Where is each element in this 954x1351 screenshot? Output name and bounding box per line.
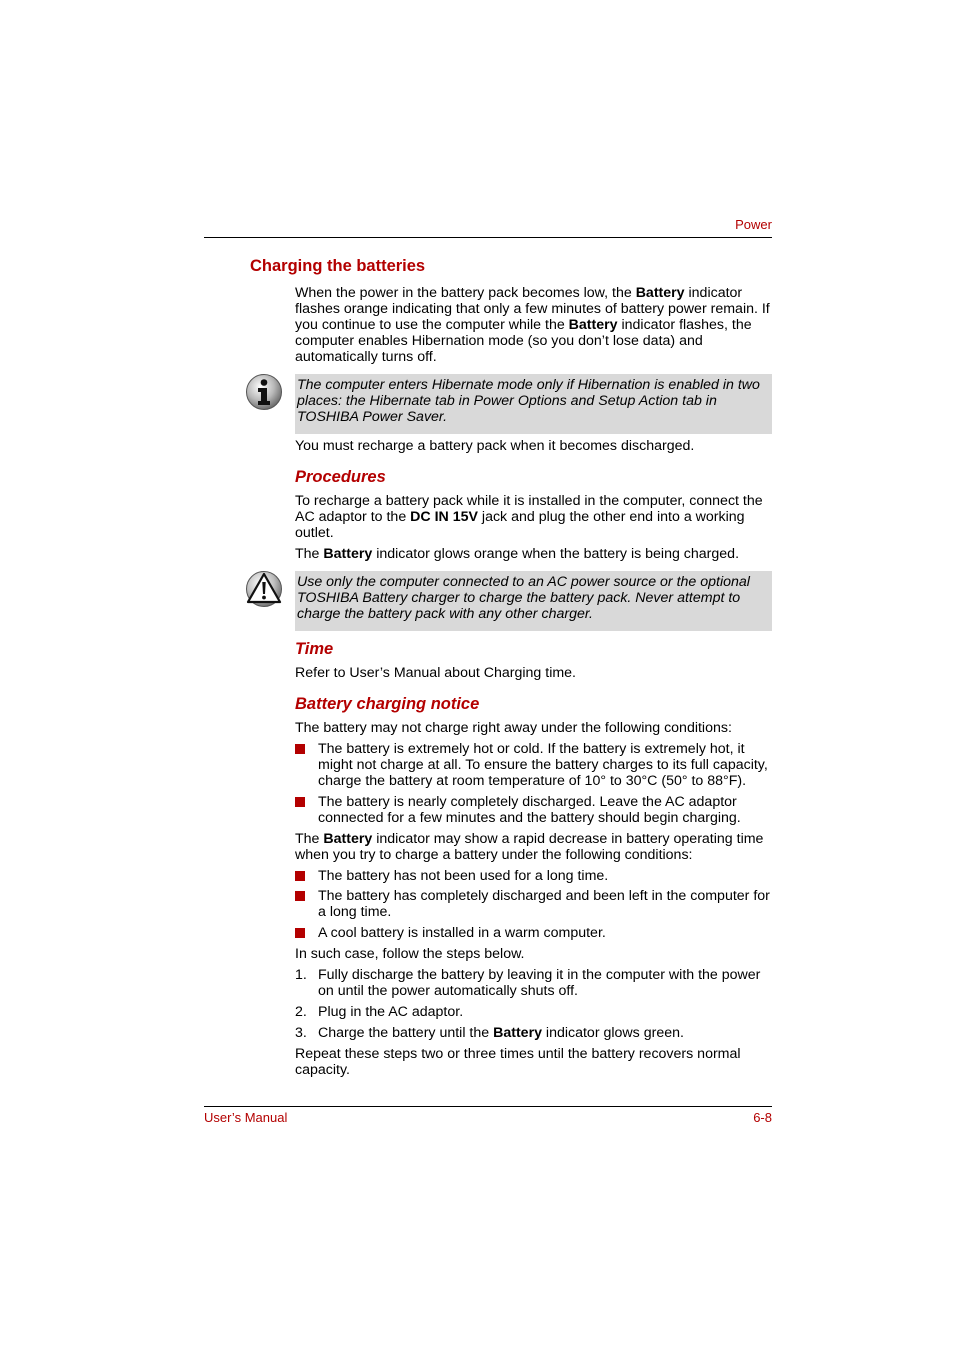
notice-text: The <box>295 831 324 847</box>
warning-note: Use only the computer connected to an AC power source or the optional TOSHIBA Battery charger to charge the battery pack. Never attempt to charge the battery pack with any other charger. <box>295 571 772 631</box>
intro-bold: Battery <box>568 317 618 333</box>
procedures-text: jack and plug the other end into a working outlet. <box>295 509 745 541</box>
procedures-text: indicator glows orange when the battery is being charged. <box>372 546 740 562</box>
header-rule <box>204 237 772 238</box>
notice-bold: Battery <box>323 831 373 847</box>
bullet-square <box>295 744 305 754</box>
intro-bold: Battery <box>635 285 685 301</box>
closing-paragraph: Repeat these steps two or three times until the battery recovers normal capacity. <box>295 1046 741 1078</box>
footer-left: User’s Manual <box>204 1110 288 1125</box>
procedures-text: To recharge a battery pack while it is installed in the computer, connect the AC adaptor to the <box>295 493 763 525</box>
steps-intro: In such case, follow the steps below. <box>295 946 525 962</box>
step-bold: Battery <box>493 1025 542 1041</box>
notice-text: indicator may show a rapid decrease in battery operating time when you try to charge a battery under the following conditions: <box>295 831 764 863</box>
step-number: 2. <box>295 1004 307 1020</box>
intro-text: When the power in the battery pack becomes low, the <box>295 285 636 301</box>
info-icon <box>245 373 283 411</box>
list-item-text: The battery is nearly completely discharged. Leave the AC adaptor connected for a few minutes and the battery should begin charging. <box>318 794 741 826</box>
step-text <box>318 1025 773 1041</box>
intro-text: indicator flashes, the computer enables Hibernation mode (so you don’t lose data) and automatically turns off. <box>295 317 752 365</box>
warning-icon <box>245 570 283 608</box>
list-item-text: A cool battery is installed in a warm computer. <box>318 925 606 941</box>
time-heading: Time <box>295 640 334 658</box>
recharge-text: You must recharge a battery pack when it becomes discharged. <box>295 438 695 454</box>
footer-rule <box>204 1106 772 1107</box>
procedures-paragraph <box>295 493 773 541</box>
procedures-bold: DC IN 15V <box>410 509 478 525</box>
bullet-square <box>295 871 305 881</box>
notice-intro: The battery may not charge right away under the following conditions: <box>295 720 732 736</box>
intro-text: indicator flashes orange indicating that only a few minutes of battery power remain. If you continue to use the computer while the <box>295 285 770 333</box>
info-note: The computer enters Hibernate mode only if Hibernation is enabled in two places: the Hibernate tab in Power Options and Setup Action tab in TOSHIBA Power Saver. <box>295 374 772 434</box>
list-item-text: The battery has completely discharged and been left in the computer for a long time. <box>318 888 770 920</box>
procedures-bold: Battery <box>323 546 373 562</box>
notice-heading: Battery charging notice <box>295 695 480 713</box>
step-number: 1. <box>295 967 307 983</box>
list-item-text: The battery has not been used for a long time. <box>318 868 609 884</box>
page-number: 6-8 <box>753 1110 772 1125</box>
intro-paragraph <box>295 285 773 365</box>
procedures-paragraph-2 <box>295 546 773 562</box>
time-text: Refer to User’s Manual about Charging time. <box>295 665 576 681</box>
step-text-part: Charge the battery until the <box>318 1025 494 1041</box>
bullet-square <box>295 797 305 807</box>
step-text: Plug in the AC adaptor. <box>318 1004 464 1020</box>
procedures-heading: Procedures <box>295 468 386 486</box>
list-item-text: The battery is extremely hot or cold. If the battery is extremely hot, it might not charge at all. To ensure the battery charges to its full capacity, charge the battery at room temperature of 10° to 30°C (50° to 88°F). <box>318 741 768 789</box>
procedures-text: The <box>295 546 324 562</box>
running-header: Power <box>735 217 772 232</box>
section-title: Charging the batteries <box>250 257 426 275</box>
step-text: Fully discharge the battery by leaving it in the computer with the power on until the power automatically shuts off. <box>318 967 761 999</box>
step-number: 3. <box>295 1025 307 1041</box>
step-text-part: indicator glows green. <box>541 1025 684 1041</box>
notice-paragraph-2 <box>295 831 773 863</box>
bullet-square <box>295 891 305 901</box>
bullet-square <box>295 928 305 938</box>
